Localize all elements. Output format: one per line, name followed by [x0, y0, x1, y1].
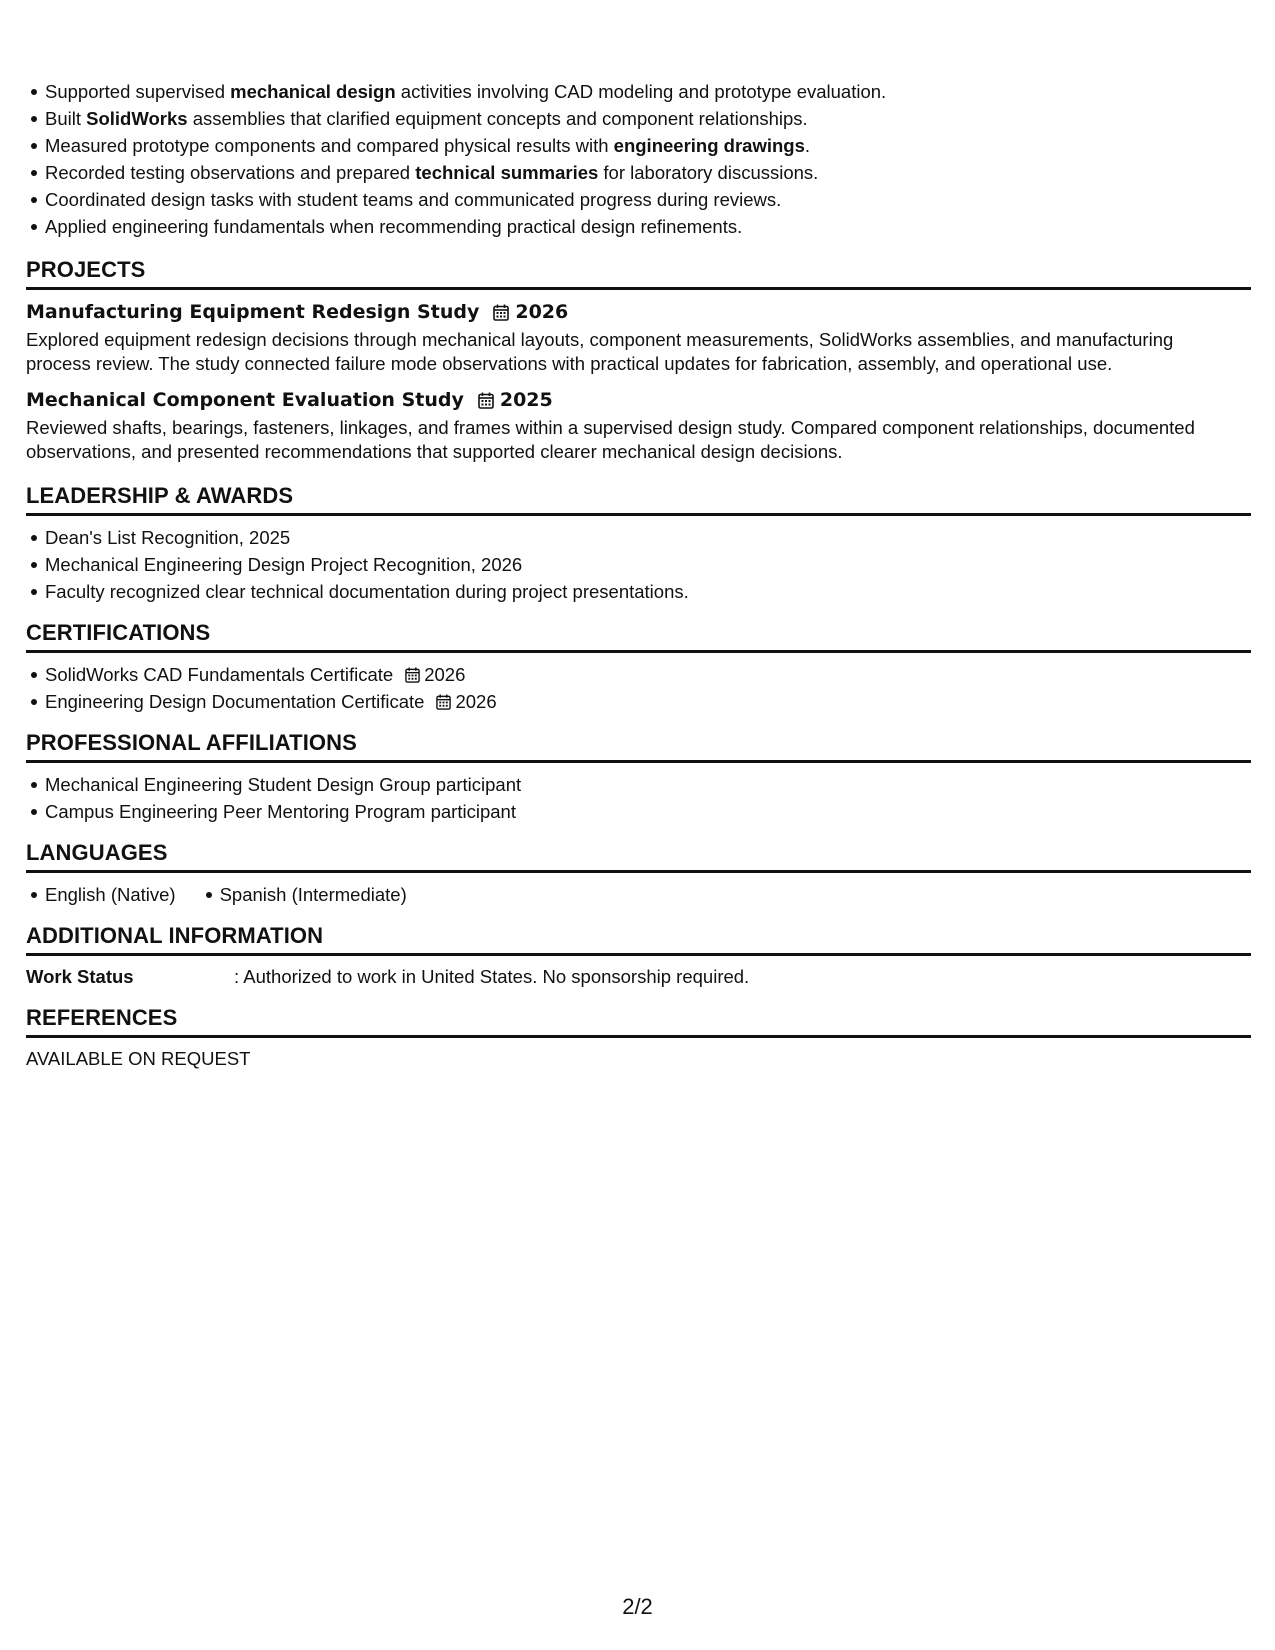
projects-section: [26, 256, 1251, 464]
section-divider: [26, 1035, 1251, 1038]
calendar-icon: [405, 667, 420, 683]
list-item: Mechanical Engineering Student Design Group participant: [45, 771, 1251, 798]
section-divider: [26, 650, 1251, 653]
section-divider: [26, 513, 1251, 516]
additional-info-section: [26, 922, 1251, 990]
section-title-projects: PROJECTS: [26, 257, 146, 282]
project-header: [26, 298, 1251, 326]
affiliations-section: [26, 729, 1251, 825]
list-item: Mechanical Engineering Design Project Recognition, 2026: [45, 551, 1251, 578]
section-divider: [26, 953, 1251, 956]
section-title-affiliations: PROFESSIONAL AFFILIATIONS: [26, 730, 357, 755]
project-description: [26, 416, 1251, 464]
leadership-list: [26, 524, 1251, 605]
list-item: Campus Engineering Peer Mentoring Program participant: [45, 798, 1251, 825]
references-text: AVAILABLE ON REQUEST: [26, 1048, 251, 1069]
description-line: observations, and presented recommendations that supported clearer mechanical design decisions.: [26, 441, 843, 462]
description-line: Reviewed shafts, bearings, fasteners, linkages, and frames within a supervised design study. Compared component relationships, documented: [26, 417, 1195, 438]
page-number: 2/2: [622, 1594, 653, 1619]
work-status-value: : Authorized to work in United States. No sponsorship required.: [234, 966, 750, 987]
language-item: English (Native): [45, 881, 176, 908]
project-description: [26, 328, 1251, 376]
section-divider: [26, 287, 1251, 290]
experience-bullet-list: [26, 78, 1251, 240]
calendar-icon: [436, 694, 451, 710]
experience-bullet: Measured prototype components and compared physical results with engineering drawings.: [45, 132, 1251, 159]
affiliations-list: [26, 771, 1251, 825]
project-entry: [26, 386, 1251, 464]
section-divider: [26, 870, 1251, 873]
experience-bullet: Supported supervised mechanical design activities involving CAD modeling and prototype evaluation.: [45, 78, 1251, 105]
references-section: [26, 1004, 1251, 1072]
section-divider: [26, 760, 1251, 763]
description-line: process review. The study connected failure mode observations with practical updates for fabrication, assembly, and operational use.: [26, 353, 1113, 374]
project-name: Mechanical Component Evaluation Study: [26, 389, 464, 411]
section-title-languages: LANGUAGES: [26, 840, 168, 865]
experience-bullet: Coordinated design tasks with student teams and communicated progress during reviews.: [45, 186, 1251, 213]
section-title-references: REFERENCES: [26, 1005, 178, 1030]
calendar-icon: [478, 392, 494, 409]
certifications-section: [26, 619, 1251, 715]
certifications-list: [26, 661, 1251, 715]
languages-section: [26, 839, 1251, 908]
certification-name: SolidWorks CAD Fundamentals Certificate: [45, 664, 394, 685]
project-header: [26, 386, 1251, 414]
calendar-icon: [493, 304, 509, 321]
section-title-certifications: CERTIFICATIONS: [26, 620, 211, 645]
description-line: Explored equipment redesign decisions through mechanical layouts, component measurements, SolidWorks assemblies, and manufacturing: [26, 329, 1174, 350]
certification-year: 2026: [424, 664, 466, 685]
languages-list: [26, 881, 451, 908]
certification-year: 2026: [455, 691, 497, 712]
leadership-section: [26, 482, 1251, 605]
section-title-leadership: LEADERSHIP & AWARDS: [26, 483, 294, 508]
experience-bullet: Applied engineering fundamentals when recommending practical design refinements.: [45, 213, 1251, 240]
project-name: Manufacturing Equipment Redesign Study: [26, 301, 480, 323]
language-item: Spanish (Intermediate): [220, 881, 407, 908]
project-entry: [26, 298, 1251, 376]
resume-page: [26, 78, 1251, 1072]
list-item: Faculty recognized clear technical documentation during project presentations.: [45, 578, 1251, 605]
work-status-label: Work Status: [26, 966, 134, 987]
experience-bullet: Built SolidWorks assemblies that clarified equipment concepts and component relationships.: [45, 105, 1251, 132]
certification-item: [45, 688, 1251, 715]
section-title-additional: ADDITIONAL INFORMATION: [26, 923, 324, 948]
work-status-row: [26, 964, 1251, 990]
project-year: 2026: [515, 301, 569, 323]
list-item: Dean's List Recognition, 2025: [45, 524, 1251, 551]
experience-bullet: Recorded testing observations and prepared technical summaries for laboratory discussions.: [45, 159, 1251, 186]
certification-item: [45, 661, 1251, 688]
project-year: 2025: [499, 389, 553, 411]
certification-name: Engineering Design Documentation Certificate: [45, 691, 425, 712]
